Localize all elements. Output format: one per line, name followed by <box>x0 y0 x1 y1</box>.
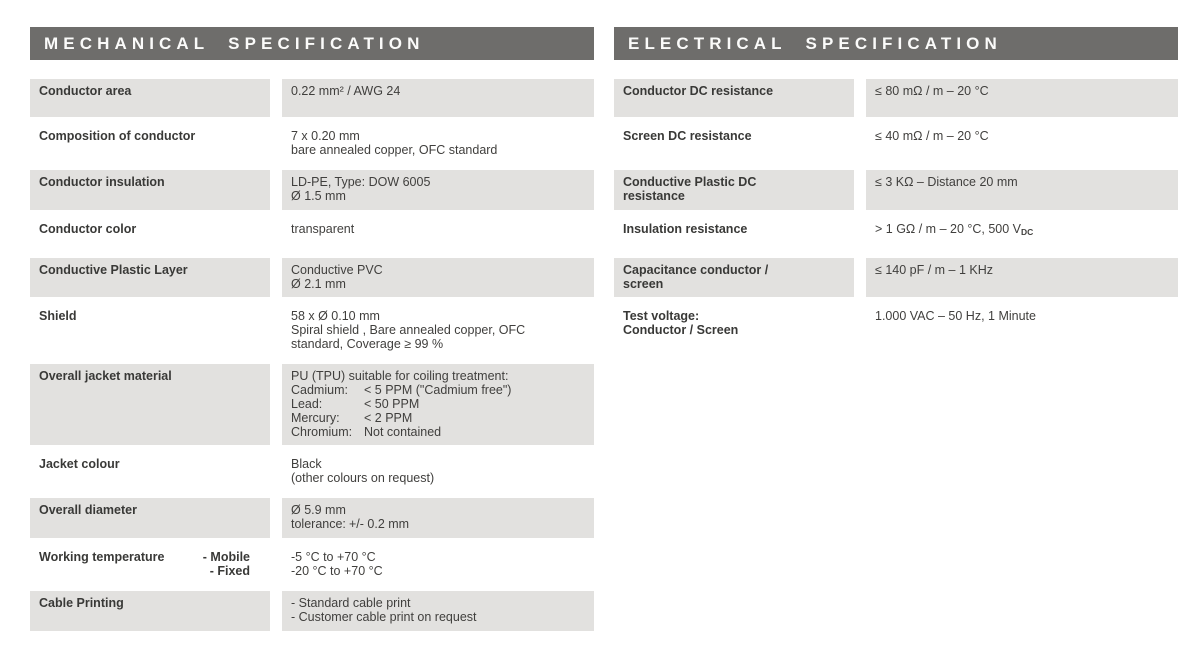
spec-value: Black (other colours on request) <box>291 457 435 485</box>
spec-label: Working temperature - Mobile - Fixed <box>39 550 250 578</box>
spec-value: 58 x Ø 0.10 mm Spiral shield , Bare annealed copper, OFC standard, Coverage ≥ 99 % <box>291 309 526 351</box>
spec-value: 1.000 VAC – 50 Hz, 1 Minute <box>875 309 1036 323</box>
spec-row-conductor-color <box>30 217 594 251</box>
electrical-section-header <box>614 27 1178 60</box>
electrical-spec-table <box>614 79 1178 343</box>
spec-row-cable-printing <box>30 591 594 631</box>
spec-value: > 1 GΩ / m – 20 °C, 500 $V_{DC}$ <box>875 222 1034 237</box>
spec-row-conductive-plastic-layer <box>30 258 594 297</box>
spec-value: Conductive PVC Ø 2.1 mm <box>282 258 594 297</box>
spec-label: Test voltage: Conductor / Screen <box>623 309 739 337</box>
spec-row-jacket-colour <box>30 452 594 491</box>
spec-value: transparent <box>291 222 355 236</box>
electrical-section-title: ELECTRICAL SPECIFICATION <box>628 33 1002 53</box>
mechanical-specification-section <box>30 27 594 638</box>
spec-label: Conductor DC resistance <box>614 79 854 117</box>
working-temperature-mobile-label: - Mobile <box>202 550 250 564</box>
spec-value: -5 °C to +70 °C -20 °C to +70 °C <box>291 550 383 578</box>
mechanical-section-title: MECHANICAL SPECIFICATION <box>44 33 425 53</box>
spec-row-conductor-area <box>30 79 594 117</box>
working-temperature-fixed-label: - Fixed <box>209 564 250 578</box>
spec-row-shield <box>30 304 594 357</box>
mechanical-spec-table <box>30 79 594 631</box>
spec-value: 0.22 mm² / AWG 24 <box>282 79 594 117</box>
spec-value: Ø 5.9 mm tolerance: +/- 0.2 mm <box>282 498 594 538</box>
spec-label: Conductor insulation <box>30 170 270 210</box>
spec-value: LD-PE, Type: DOW 6005 Ø 1.5 mm <box>282 170 594 210</box>
spec-row-overall-jacket-material <box>30 364 594 445</box>
spec-row-overall-diameter <box>30 498 594 538</box>
mechanical-section-header <box>30 27 594 60</box>
spec-row-screen-dc-resistance <box>614 124 1178 163</box>
spec-label: Conductive Plastic DC resistance <box>614 170 854 210</box>
spec-row-conductor-insulation <box>30 170 594 210</box>
spec-value: PU (TPU) suitable for coiling treatment: Cadmium: < 5 PPM ("Cadmium free") Lead: < 50 PPM Mercury: < 2 PPM Chromium: Not contained <box>282 364 594 445</box>
spec-value: ≤ 140 pF / m – 1 KHz <box>866 258 1178 297</box>
spec-value: ≤ 40 mΩ / m – 20 °C <box>875 129 989 143</box>
spec-value: 7 x 0.20 mm bare annealed copper, OFC standard <box>291 129 498 157</box>
spec-label: Overall jacket material <box>30 364 270 445</box>
spec-label: Conductor color <box>39 222 137 236</box>
spec-row-composition-of-conductor <box>30 124 594 163</box>
spec-label: Composition of conductor <box>39 129 196 143</box>
spec-value: ≤ 80 mΩ / m – 20 °C <box>866 79 1178 117</box>
spec-row-capacitance-conductor-screen <box>614 258 1178 297</box>
spec-label: Capacitance conductor / screen <box>614 258 854 297</box>
vdc-subscript: DC <box>1021 227 1034 237</box>
spec-label: Shield <box>39 309 77 323</box>
spec-row-conductive-plastic-dc-resistance <box>614 170 1178 210</box>
spec-label: Conductor area <box>30 79 270 117</box>
spec-row-insulation-resistance <box>614 217 1178 251</box>
spec-label: Jacket colour <box>39 457 120 471</box>
spec-label: Overall diameter <box>30 498 270 538</box>
spec-value: ≤ 3 KΩ – Distance 20 mm <box>866 170 1178 210</box>
spec-row-conductor-dc-resistance <box>614 79 1178 117</box>
spec-value: - Standard cable print - Customer cable print on request <box>282 591 594 631</box>
spec-label: Insulation resistance <box>623 222 748 236</box>
spec-row-working-temperature <box>30 545 594 584</box>
spec-label: Cable Printing <box>30 591 270 631</box>
spec-label: Screen DC resistance <box>623 129 752 143</box>
electrical-specification-section <box>614 27 1178 638</box>
spec-row-test-voltage <box>614 304 1178 343</box>
spec-label: Conductive Plastic Layer <box>30 258 270 297</box>
